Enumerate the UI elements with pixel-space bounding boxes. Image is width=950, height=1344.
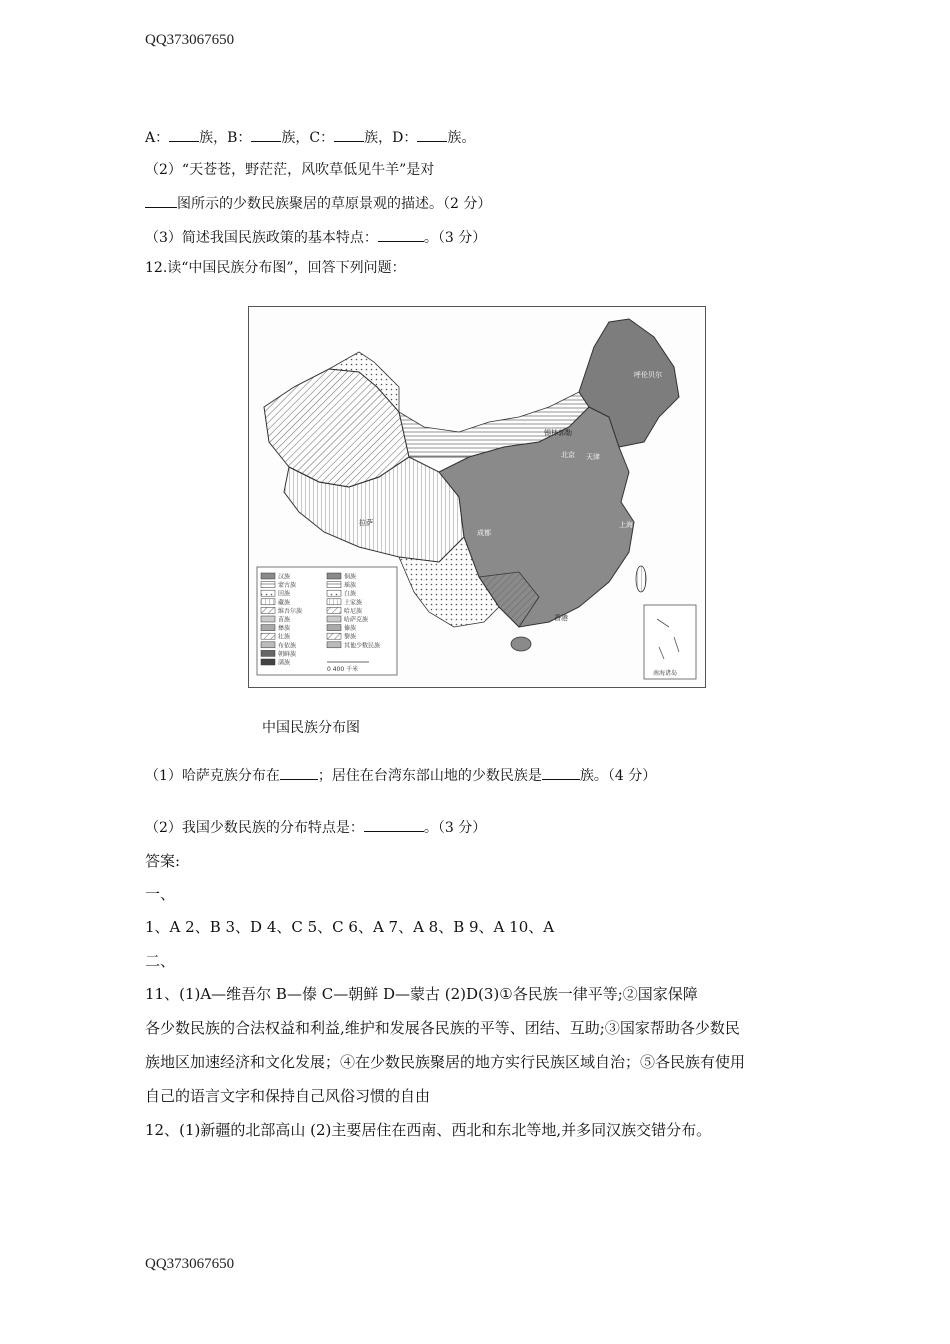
legend-label: 哈萨克族 xyxy=(344,616,369,624)
place-xilingol: 锡林郭勒 xyxy=(544,429,572,437)
legend-swatch xyxy=(327,642,341,648)
q11-part1-line xyxy=(145,127,475,148)
place-hongkong: 香港 xyxy=(554,614,568,622)
blank-a[interactable] xyxy=(169,127,199,142)
place-hulunbuir: 呼伦贝尔 xyxy=(634,371,662,379)
q11-d-label: 族，D： xyxy=(364,130,418,146)
legend-swatch xyxy=(261,659,275,665)
legend-label: 回族 xyxy=(278,590,291,598)
answers-mc: 1、A 2、B 3、D 4、C 5、C 6、A 7、A 8、B 9、A 10、A xyxy=(145,918,555,936)
legend-swatch xyxy=(327,599,341,605)
inset-label: 南海诸岛 xyxy=(653,670,678,677)
legend-label: 白族 xyxy=(344,590,357,598)
legend-label: 壮族 xyxy=(278,633,291,641)
page-footer: QQ373067650 xyxy=(145,1256,235,1272)
answers-heading: 答案: xyxy=(145,852,181,870)
legend-swatch xyxy=(261,650,275,656)
legend-label: 蒙古族 xyxy=(278,582,297,590)
legend-label: 布依族 xyxy=(278,642,297,650)
blank-b[interactable] xyxy=(251,127,281,142)
legend-label: 其他少数民族 xyxy=(344,642,381,650)
place-lhasa: 拉萨 xyxy=(359,519,373,527)
legend-swatch xyxy=(327,590,341,596)
answer-11-line4: 自己的语言文字和保持自己风俗习惯的自由 xyxy=(145,1087,431,1105)
legend-swatch xyxy=(261,633,275,639)
legend-swatch xyxy=(327,573,341,579)
legend-label: 藏族 xyxy=(278,599,291,607)
legend-swatch xyxy=(261,573,275,579)
answer-11-line2: 各少数民族的合法权益和利益,维护和发展各民族的平等、团结、互助;③国家帮助各少数民 xyxy=(145,1019,740,1037)
island-hainan xyxy=(511,637,531,651)
q12-part2-suffix: 。（3 分） xyxy=(423,820,487,836)
blank-distribution[interactable] xyxy=(364,817,424,832)
q11-part3-prefix: （3）简述我国民族政策的基本特点： xyxy=(145,230,378,246)
q12-part1-suffix: 族。（4 分） xyxy=(579,768,657,784)
q11-part3-suffix: 。（3 分） xyxy=(423,230,487,246)
q11-end-label: 族。 xyxy=(447,130,476,146)
legend-label: 傣族 xyxy=(344,625,357,633)
place-tianjin: 天津 xyxy=(586,453,600,461)
legend-swatch xyxy=(261,642,275,648)
legend-swatch xyxy=(261,625,275,631)
blank-c[interactable] xyxy=(334,127,364,142)
china-ethnic-map xyxy=(248,306,706,688)
blank-kazakh[interactable] xyxy=(280,765,318,780)
legend-swatch xyxy=(261,582,275,588)
blank-d[interactable] xyxy=(417,127,447,142)
legend-label: 侗族 xyxy=(344,573,357,581)
legend-label: 彝族 xyxy=(278,625,291,633)
q11-part2-line1: （2）“天苍苍，野茫茫，风吹草低见牛羊”是对 xyxy=(145,162,435,178)
legend-swatch xyxy=(327,625,341,631)
legend-swatch xyxy=(327,582,341,588)
legend-label: 汉族 xyxy=(278,573,291,581)
legend-swatch xyxy=(327,616,341,622)
answers-section1: 一、 xyxy=(145,885,176,903)
answer-12: 12、(1)新疆的北部高山 (2)主要居住在西南、西北和东北等地,并多同汉族交错分布。 xyxy=(145,1121,712,1139)
legend-swatch xyxy=(327,607,341,613)
q12-part1-prefix: （1）哈萨克族分布在 xyxy=(145,768,280,784)
legend-label: 苗族 xyxy=(278,616,291,624)
q11-c-label: 族，C： xyxy=(281,130,335,146)
blank-policy[interactable] xyxy=(378,227,424,242)
map-svg xyxy=(249,307,705,687)
q11-b-label: 族，B： xyxy=(199,130,252,146)
legend-label: 满族 xyxy=(278,659,291,667)
legend-label: 黎族 xyxy=(344,633,357,641)
q11-part3-line xyxy=(145,227,486,248)
q12-part2-prefix: （2）我国少数民族的分布特点是： xyxy=(145,820,364,836)
map-caption: 中国民族分布图 xyxy=(262,720,360,736)
legend-label: 朝鲜族 xyxy=(278,650,297,658)
legend-swatch xyxy=(261,616,275,622)
south-china-sea-inset xyxy=(644,605,696,679)
q11-a-label: A： xyxy=(145,130,170,146)
answers-section2: 二、 xyxy=(145,952,176,970)
answer-11-line3: 族地区加速经济和文化发展；④在少数民族聚居的地方实行民族区域自治；⑤各民族有使用 xyxy=(145,1053,746,1071)
legend-swatch xyxy=(261,599,275,605)
place-beijing: 北京 xyxy=(561,451,575,459)
legend-label: 哈尼族 xyxy=(344,607,363,615)
place-shanghai: 上海 xyxy=(619,521,633,529)
legend-swatch xyxy=(261,607,275,613)
legend-swatch xyxy=(327,633,341,639)
legend-label: 维吾尔族 xyxy=(278,607,303,615)
blank-taiwan[interactable] xyxy=(542,765,580,780)
q12-part2-line xyxy=(145,817,486,838)
scale-label: 0 400 千米 xyxy=(327,666,359,673)
q12-part1-mid: ；居住在台湾东部山地的少数民族是 xyxy=(317,768,542,784)
legend-label: 瑶族 xyxy=(344,582,357,590)
q12-part1-line xyxy=(145,765,656,786)
place-chengdu: 成都 xyxy=(477,529,491,537)
legend-swatch xyxy=(261,590,275,596)
blank-figure[interactable] xyxy=(145,193,177,208)
q11-part2-text: 图所示的少数民族聚居的草原景观的描述。（2 分） xyxy=(177,196,492,212)
page-header: QQ373067650 xyxy=(145,32,235,48)
q12-title: 12.读“中国民族分布图”，回答下列问题： xyxy=(145,260,406,276)
answer-11-line1: 11、(1)A—维吾尔 B—傣 C—朝鲜 D—蒙古 (2)D(3)①各民族一律平等;②国家保障 xyxy=(145,985,698,1003)
legend-label: 土家族 xyxy=(344,599,363,607)
island-taiwan xyxy=(636,566,646,592)
q11-part2-line2 xyxy=(145,193,491,214)
